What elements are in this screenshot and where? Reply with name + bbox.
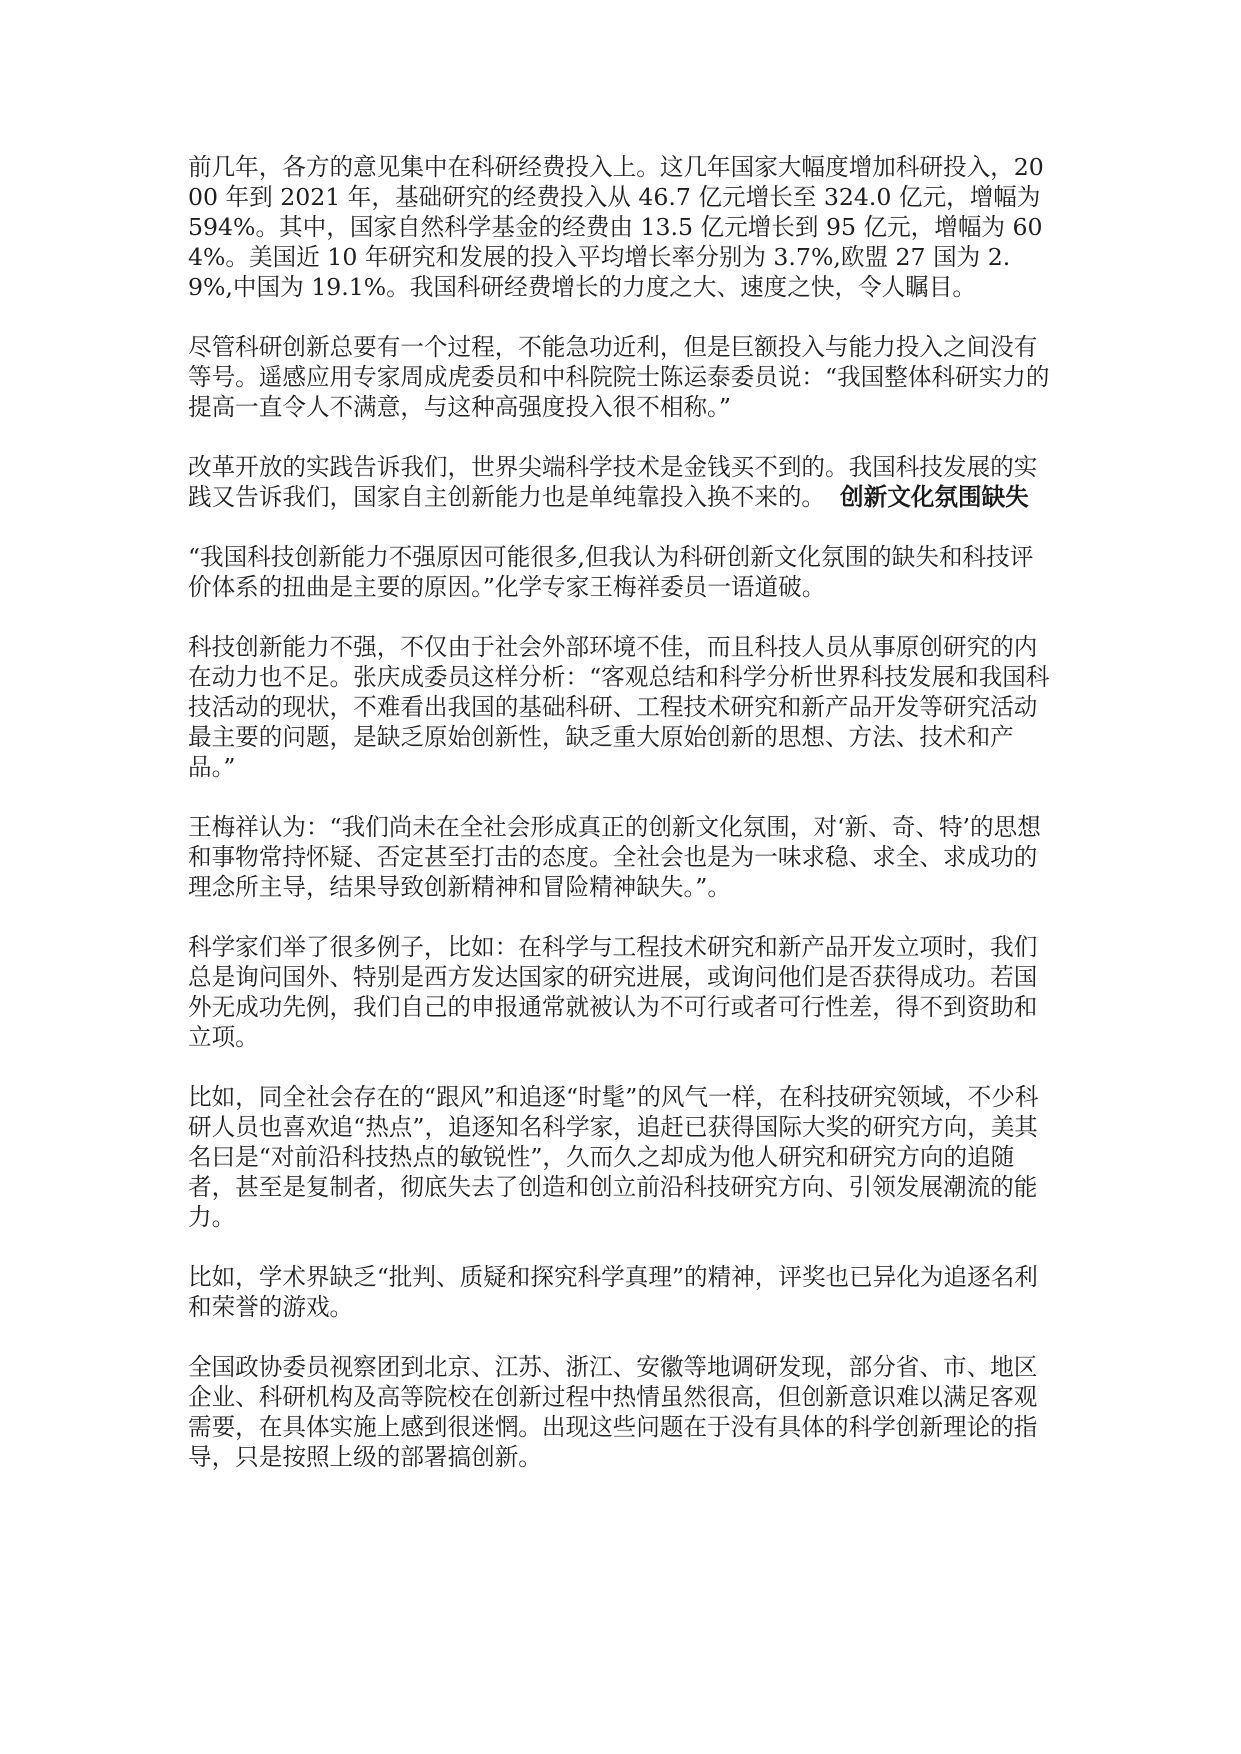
section-heading: 创新文化氛围缺失 bbox=[840, 483, 1029, 511]
paragraph-examples: 科学家们举了很多例子，比如：在科学与工程技术研究和新产品开发立项时，我们总是询问国外、特别是西方发达国家的研究进展，或询问他们是否获得成功。若国外无成功先例，我们自己的申报通常就被认为不可行或者可行性差，得不到资助和立项。 bbox=[188, 933, 1038, 1051]
article-body bbox=[188, 152, 1054, 1502]
paragraph-innovation-culture: 王梅祥认为：“我们尚未在全社会形成真正的创新文化氛围，对‘新、奇、特’的思想和事物常持怀疑、否定甚至打击的态度。全社会也是为一味求稳、求全、求成功的理念所主导，结果导致创新精神和冒险精神缺失。”。 bbox=[188, 813, 1041, 901]
paragraph-investment-vs-capability: 尽管科研创新总要有一个过程，不能急功近利，但是巨额投入与能力投入之间没有等号。遥感应用专家周成虎委员和中科院院士陈运泰委员说：“我国整体科研实力的提高一直令人不满意，与这种高强度投入很不相称。” bbox=[188, 333, 1050, 421]
paragraph-reform-practice bbox=[188, 452, 1054, 512]
paragraph-cppcc-survey: 全国政协委员视察团到北京、江苏、浙江、安徽等地调研发现，部分省、市、地区企业、科研机构及高等院校在创新过程中热情虽然很高，但创新意识难以满足客观需要，在具体实施上感到很迷惘。出现这些问题在于没有具体的科学创新理论的指导，只是按照上级的部署搞创新。 bbox=[188, 1353, 1038, 1471]
paragraph-wang-quote: “我国科技创新能力不强原因可能很多,但我认为科研创新文化氛围的缺失和科技评价体系的扭曲是主要的原因。”化学专家王梅祥委员一语道破。 bbox=[188, 543, 1034, 601]
paragraph-funding-growth: 前几年，各方的意见集中在科研经费投入上。这几年国家大幅度增加科研投入，2000 年到 2021 年，基础研究的经费投入从 46.7 亿元增长至 324.0 亿元，增幅为 594%。其中，国家自然科学基金的经费由 13.5 亿元增长到 95 亿元，增幅为 604%。美国近 10 年研究和发展的投入平均增长率分别为 3.7%,欧盟 27 国为 2.9%,中国为 19.1%。我国科研经费增长的力度之大、速度之快，令人瞩目。 bbox=[188, 153, 1044, 301]
paragraph-academic-critique: 比如，学术界缺乏“批判、质疑和探究科学真理”的精神，评奖也已异化为追逐名利和荣誉的游戏。 bbox=[188, 1263, 1038, 1321]
paragraph-follow-trends: 比如，同全社会存在的“跟风”和追逐“时髦”的风气一样，在科技研究领域，不少科研人员也喜欢追“热点”，追逐知名科学家，追赶已获得国际大奖的研究方向，美其名曰是“对前沿科技热点的敏锐性”，久而久之却成为他人研究和研究方向的追随者，甚至是复制者，彻底失去了创造和创立前沿科技研究方向、引领发展潮流的能力。 bbox=[188, 1083, 1039, 1231]
paragraph-reform-practice-text: 改革开放的实践告诉我们，世界尖端科学技术是金钱买不到的。我国科技发展的实践又告诉我们，国家自主创新能力也是单纯靠投入换不来的。 bbox=[188, 453, 1038, 511]
paragraph-zhang-analysis: 科技创新能力不强，不仅由于社会外部环境不佳，而且科技人员从事原创研究的内在动力也不足。张庆成委员这样分析：“客观总结和科学分析世界科技发展和我国科技活动的现状，不难看出我国的基础科研、工程技术研究和新产品开发等研究活动最主要的问题，是缺乏原始创新性，缺乏重大原始创新的思想、方法、技术和产品。” bbox=[188, 633, 1050, 781]
